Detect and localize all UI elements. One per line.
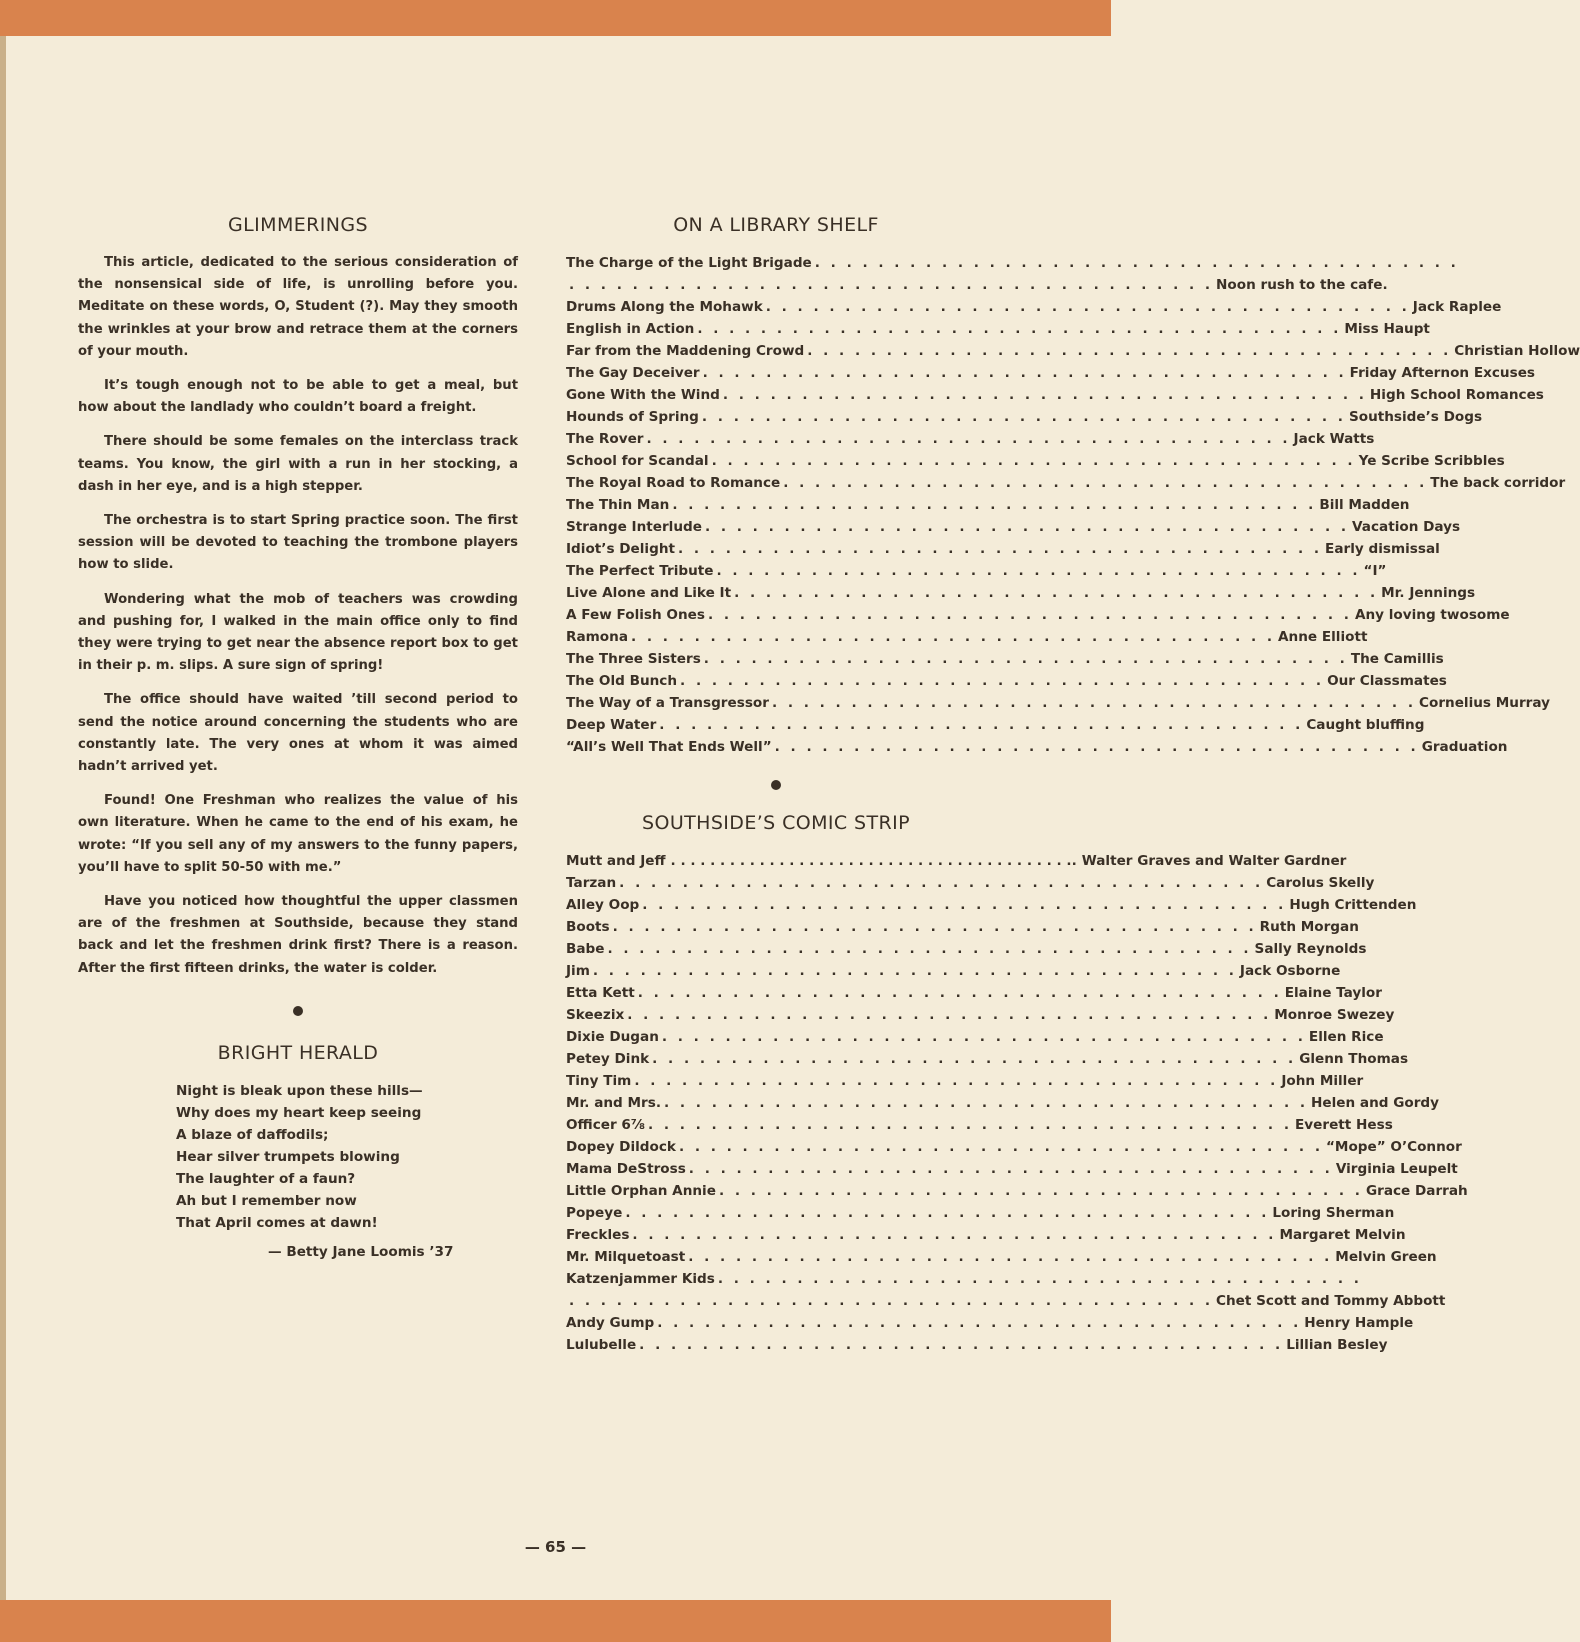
- entry-value: Chet Scott and Tommy Abbott: [1216, 1293, 1446, 1309]
- leader-dots: [622, 1202, 1272, 1224]
- entry-title: Drums Along the Mohawk: [566, 299, 763, 315]
- leader-dots: [716, 1180, 1366, 1202]
- comic-strip-list: [566, 850, 1468, 1356]
- leader-dots: [702, 516, 1352, 538]
- leader-dots: [616, 872, 1266, 894]
- entry-value: Southside’s Dogs: [1348, 409, 1483, 425]
- glimmerings-paragraph: The orchestra is to start Spring practice soon. The first session will be devoted to teaching the trombone players how to slide.: [78, 513, 518, 573]
- entry-value: Jack Osborne: [1239, 963, 1341, 979]
- leader-dots: [610, 916, 1260, 938]
- entry-value: Bill Madden: [1319, 497, 1410, 513]
- entry-value: Early dismissal: [1325, 541, 1440, 557]
- entry-title: School for Scandal: [566, 453, 709, 469]
- entry-title: The Way of a Transgressor: [566, 695, 769, 711]
- entry-value: Lillian Besley: [1286, 1337, 1388, 1353]
- comic-strip-entry: [566, 916, 1359, 938]
- leader-dots: [705, 604, 1355, 626]
- entry-title: Mutt and Jeff: [566, 853, 666, 869]
- poem-line: That April comes at dawn!: [176, 1214, 378, 1231]
- entry-value: Glenn Thomas: [1299, 1051, 1409, 1067]
- entry-value: Melvin Green: [1335, 1249, 1437, 1265]
- library-shelf-entry: [566, 472, 1566, 494]
- leader-dots: [644, 428, 1294, 450]
- comic-strip-entry: [566, 1026, 1384, 1048]
- entry-value: Miss Haupt: [1344, 321, 1430, 337]
- leader-dots: [624, 1004, 1274, 1026]
- glimmerings-paragraph: It’s tough enough not to be able to get a meal, but how about the landlady who couldn’t board a freight.: [78, 378, 518, 416]
- leader-dots: [699, 406, 1349, 428]
- poem-line: Why does my heart keep seeing: [176, 1104, 422, 1121]
- leader-dots: [731, 582, 1381, 604]
- entry-value: Vacation Days: [1352, 519, 1461, 535]
- leader-dots: [715, 1268, 1365, 1290]
- library-shelf-heading: ON A LIBRARY SHELF: [673, 214, 879, 236]
- library-shelf-entry: [566, 648, 1444, 670]
- leader-dots: [675, 538, 1325, 560]
- entry-value: Hugh Crittenden: [1289, 897, 1417, 913]
- library-shelf-entry-continued: [566, 274, 1388, 296]
- comic-strip-entry: [566, 1158, 1458, 1180]
- comic-strip-entry: [566, 872, 1375, 894]
- leader-dots: [694, 318, 1344, 340]
- library-shelf-entry: [566, 428, 1375, 450]
- library-shelf-entry: [566, 714, 1425, 736]
- entry-title: Katzenjammer Kids: [566, 1271, 715, 1287]
- leader-dots: [676, 1136, 1326, 1158]
- entry-title: Alley Oop: [566, 897, 640, 913]
- leader-dots: [720, 384, 1370, 406]
- leader-dots: [659, 1026, 1309, 1048]
- entry-title: Petey Dink: [566, 1051, 650, 1067]
- leader-dots: [645, 1114, 1295, 1136]
- entry-value: Graduation: [1421, 739, 1508, 755]
- entry-value: Virginia Leupelt: [1335, 1161, 1458, 1177]
- leader-dots: [656, 714, 1306, 736]
- entry-title: Lulubelle: [566, 1337, 637, 1353]
- bottom-border-band: [0, 1600, 1111, 1642]
- entry-title: A Few Folish Ones: [566, 607, 705, 623]
- leader-dots: [713, 560, 1363, 582]
- entry-title: Far from the Maddening Crowd: [566, 343, 805, 359]
- entry-value: Ellen Rice: [1308, 1029, 1384, 1045]
- entry-title: The Rover: [566, 431, 644, 447]
- glimmerings-paragraph: Found! One Freshman who realizes the value of his own literature. When he came to the end of his exam, he wrote: “If you sell any of my answers to the funny papers, you’ll have to split 50-50 with me.”: [78, 793, 518, 875]
- entry-title: The Three Sisters: [566, 651, 701, 667]
- entry-title: The Thin Man: [566, 497, 670, 513]
- leader-dots: [772, 736, 1422, 758]
- top-border-band: [0, 0, 1111, 36]
- entry-title: Skeezix: [566, 1007, 625, 1023]
- comic-strip-heading: SOUTHSIDE’S COMIC STRIP: [642, 812, 910, 834]
- entry-title: The Perfect Tribute: [566, 563, 714, 579]
- entry-title: “All’s Well That Ends Well”: [566, 739, 772, 755]
- entry-value: “Mope” O’Connor: [1325, 1139, 1462, 1155]
- entry-value: Grace Darrah: [1365, 1183, 1468, 1199]
- glimmerings-paragraph: The office should have waited ’till second period to send the notice around concerning the students who are constantly late. The very ones at whom it was aimed hadn’t arrived yet.: [78, 692, 518, 775]
- library-shelf-entry: [566, 450, 1505, 472]
- entry-value: “I”: [1363, 563, 1387, 579]
- library-shelf-entry: [566, 516, 1461, 538]
- leader-dots: [769, 692, 1419, 714]
- entry-title: The Old Bunch: [566, 673, 678, 689]
- leader-dots: [804, 340, 1454, 362]
- entry-value: Jack Watts: [1293, 431, 1375, 447]
- library-shelf-entry: [566, 538, 1440, 560]
- glimmerings-heading: GLIMMERINGS: [228, 214, 368, 236]
- entry-value: Ye Scribe Scribbles: [1358, 453, 1505, 469]
- entry-value: John Miller: [1281, 1073, 1364, 1089]
- entry-title: Tiny Tim: [566, 1073, 632, 1089]
- leader-dots: [654, 1312, 1304, 1334]
- right-column: [566, 210, 1580, 1356]
- entry-value: Our Classmates: [1327, 673, 1447, 689]
- leader-dots: [709, 450, 1359, 472]
- comic-strip-entry: [566, 850, 1347, 872]
- comic-strip-entry: [566, 1246, 1437, 1268]
- entry-value: Loring Sherman: [1272, 1205, 1395, 1221]
- entry-title: The Gay Deceiver: [566, 365, 700, 381]
- comic-strip-entry: [566, 1136, 1462, 1158]
- entry-value: Noon rush to the cafe.: [1216, 277, 1388, 293]
- leader-dots: [590, 960, 1240, 982]
- entry-value: Carolus Skelly: [1266, 875, 1375, 891]
- entry-value: Mr. Jennings: [1381, 585, 1476, 601]
- entry-title: Tarzan: [566, 875, 617, 891]
- poem-line: Night is bleak upon these hills—: [176, 1082, 423, 1099]
- glimmerings-paragraph: Have you noticed how thoughtful the upper classmen are of the freshmen at Southside, because they stand back and let the freshmen drink first? There is a reason. After the first fifteen drinks, the water is colder.: [78, 894, 518, 976]
- comic-strip-entry: [566, 1092, 1440, 1114]
- leader-dots: . . . .: [666, 850, 1082, 872]
- leader-dots: [566, 1290, 1216, 1312]
- entry-value: Any loving twosome: [1354, 607, 1510, 623]
- entry-value: Cornelius Murray: [1419, 695, 1550, 711]
- leader-dots: [812, 252, 1462, 274]
- leader-dots: [763, 296, 1413, 318]
- entry-value: Elaine Taylor: [1284, 985, 1382, 1001]
- entry-title: Andy Gump: [566, 1315, 655, 1331]
- section-divider-bullet: [771, 780, 781, 790]
- glimmerings-paragraph: There should be some females on the interclass track teams. You know, the girl with a run in her stocking, a dash in her eye, and is a high stepper.: [78, 434, 518, 494]
- entry-title: Gone With the Wind: [566, 387, 720, 403]
- library-shelf-entry: [566, 582, 1476, 604]
- comic-strip-entry: [566, 960, 1341, 982]
- entry-title: Officer 6⅞: [566, 1117, 645, 1133]
- leader-dots: [686, 1158, 1336, 1180]
- leader-dots: [636, 1334, 1286, 1356]
- leader-dots: [566, 274, 1216, 296]
- entry-value: Jack Raplee: [1412, 299, 1502, 315]
- entry-value: Helen and Gordy: [1311, 1095, 1440, 1111]
- library-shelf-entry: [566, 252, 986, 274]
- comic-strip-entry: [566, 1070, 1364, 1092]
- entry-value: Monroe Swezey: [1274, 1007, 1395, 1023]
- entry-title: Dopey Dildock: [566, 1139, 676, 1155]
- comic-strip-entry: [566, 894, 1417, 916]
- leader-dots: [635, 982, 1285, 1004]
- poem-line: A blaze of daffodils;: [176, 1126, 329, 1143]
- library-shelf-entry: [566, 560, 1387, 582]
- leader-dots: [628, 626, 1278, 648]
- library-shelf-entry: [566, 692, 1550, 714]
- page-number: — 65 —: [524, 1538, 587, 1556]
- leader-dots: [629, 1224, 1279, 1246]
- glimmerings-body: [78, 252, 518, 980]
- bright-herald-heading: BRIGHT HERALD: [217, 1041, 379, 1064]
- entry-title: Jim: [566, 963, 590, 979]
- leader-dots: [669, 494, 1319, 516]
- entry-title: Deep Water: [566, 717, 657, 733]
- entry-title: Little Orphan Annie: [566, 1183, 716, 1199]
- entry-title: Live Alone and Like It: [566, 585, 732, 601]
- entry-title: Boots: [566, 919, 610, 935]
- entry-title: Ramona: [566, 629, 628, 645]
- library-shelf-entry: [566, 626, 1368, 648]
- page-spine-edge: [0, 36, 6, 1600]
- poem-attribution: — Betty Jane Loomis ’37: [268, 1243, 454, 1260]
- entry-title: Mr. Milquetoast: [566, 1249, 686, 1265]
- entry-title: Idiot’s Delight: [566, 541, 676, 557]
- comic-strip-entry: [566, 1180, 1468, 1202]
- entry-value: Sally Reynolds: [1254, 941, 1367, 957]
- library-shelf-entry: [566, 362, 1536, 384]
- comic-strip-entry: [566, 938, 1367, 960]
- library-shelf-list: [566, 252, 1580, 758]
- library-shelf-entry: [566, 384, 1544, 406]
- entry-title: Hounds of Spring: [566, 409, 699, 425]
- entry-title: Freckles: [566, 1227, 630, 1243]
- leader-dots: [685, 1246, 1335, 1268]
- entry-title: The Charge of the Light Brigade: [566, 255, 812, 271]
- entry-value: Walter Graves and Walter Gardner: [1081, 853, 1347, 869]
- entry-value: Friday Afternon Excuses: [1349, 365, 1536, 381]
- comic-strip-entry: [566, 1268, 986, 1290]
- leader-dots: [700, 362, 1350, 384]
- glimmerings-paragraph: This article, dedicated to the serious consideration of the nonsensical side of life, is unrolling before you. Meditate on these words, O, Student (?). May they smooth the wrinkles at your brow and retrace them at the corners of your mouth.: [78, 255, 518, 359]
- library-shelf-entry: [566, 604, 1510, 626]
- entry-value: Everett Hess: [1295, 1117, 1393, 1133]
- left-column: [78, 210, 518, 1260]
- comic-strip-entry: [566, 1004, 1395, 1026]
- entry-value: Caught bluffing: [1306, 717, 1425, 733]
- library-shelf-entry: [566, 318, 1430, 340]
- entry-title: Strange Interlude: [566, 519, 702, 535]
- comic-strip-entry-continued: [566, 1290, 1446, 1312]
- comic-strip-entry: [566, 1202, 1395, 1224]
- leader-dots: [649, 1048, 1299, 1070]
- leader-dots: [639, 894, 1289, 916]
- comic-strip-entry: [566, 1114, 1393, 1136]
- entry-value: Margaret Melvin: [1279, 1227, 1406, 1243]
- entry-value: Anne Elliott: [1278, 629, 1368, 645]
- library-shelf-entry: [566, 494, 1410, 516]
- section-divider-bullet: [293, 1006, 303, 1016]
- glimmerings-paragraph: Wondering what the mob of teachers was crowding and pushing for, I walked in the main office only to find they were trying to get near the absence report box to get in their p. m. slips. A sure sign of spring!: [78, 591, 518, 674]
- entry-value: Christian Hollow: [1454, 343, 1580, 359]
- comic-strip-entry: [566, 1048, 1409, 1070]
- library-shelf-entry: [566, 406, 1483, 428]
- comic-strip-entry: [566, 1224, 1406, 1246]
- leader-dots: [661, 1092, 1311, 1114]
- entry-value: The Camillis: [1350, 651, 1444, 667]
- comic-strip-entry: [566, 1312, 1414, 1334]
- entry-title: Popeye: [566, 1205, 623, 1221]
- leader-dots: [631, 1070, 1281, 1092]
- comic-strip-entry: [566, 982, 1382, 1004]
- poem-line: Hear silver trumpets blowing: [176, 1148, 400, 1165]
- entry-value: The back corridor: [1430, 475, 1566, 491]
- entry-title: Etta Kett: [566, 985, 635, 1001]
- entry-title: Babe: [566, 941, 605, 957]
- poem-line: Ah but I remember now: [176, 1192, 357, 1209]
- entry-value: Ruth Morgan: [1259, 919, 1359, 935]
- entry-title: English in Action: [566, 321, 695, 337]
- comic-strip-entry: [566, 1334, 1388, 1356]
- entry-title: The Royal Road to Romance: [566, 475, 781, 491]
- poem-line: The laughter of a faun?: [176, 1170, 356, 1187]
- entry-title: Dixie Dugan: [566, 1029, 659, 1045]
- bright-herald-poem: [176, 1080, 518, 1260]
- library-shelf-entry: [566, 296, 1502, 318]
- entry-title: Mr. and Mrs.: [566, 1095, 661, 1111]
- library-shelf-entry: [566, 736, 1508, 758]
- leader-dots: [701, 648, 1351, 670]
- leader-dots: [605, 938, 1255, 960]
- leader-dots: [780, 472, 1430, 494]
- library-shelf-entry: [566, 340, 1580, 362]
- entry-value: High School Romances: [1369, 387, 1544, 403]
- entry-value: Henry Hample: [1304, 1315, 1414, 1331]
- leader-dots: [677, 670, 1327, 692]
- entry-title: Mama DeStross: [566, 1161, 686, 1177]
- library-shelf-entry: [566, 670, 1447, 692]
